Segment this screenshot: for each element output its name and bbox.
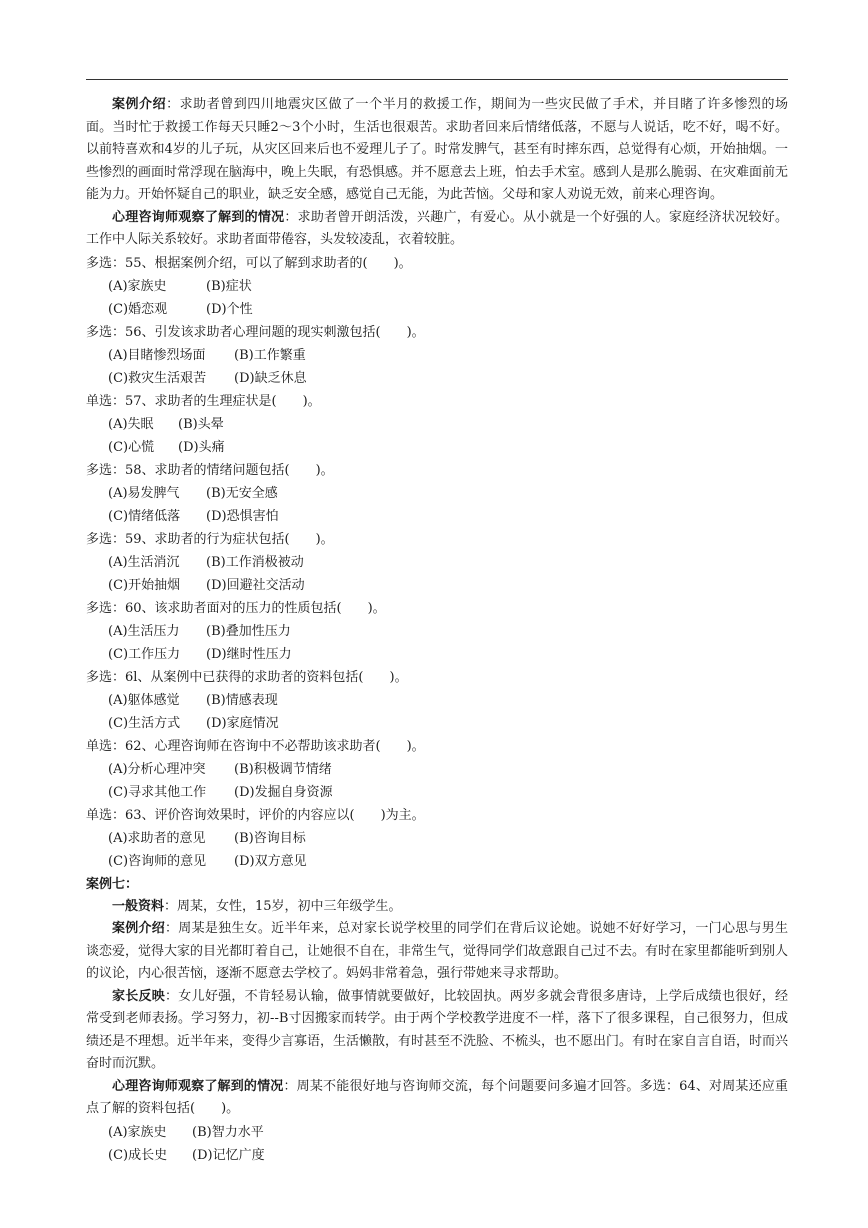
question-stem: 多选：55、根据案例介绍，可以了解到求助者的( )。 [86,255,412,271]
option-c: (C)情绪低落 [108,508,181,524]
option-row [86,551,788,574]
case7-observation-text: ：周某不能很好地与咨询师交流，每个问题要问多遍才回答。多选：64、对周某还应重点了解的资料包括( )。 [86,1078,788,1116]
option-row [86,505,788,528]
question-stem: 多选：6l、从案例中已获得的求助者的资料包括( )。 [86,669,408,685]
option-d: (D)缺乏休息 [234,370,307,386]
option-a: (A)家族史 [108,278,167,294]
option-d: (D)继时性压力 [206,646,292,662]
option-d: (D)发掘自身资源 [234,784,333,800]
case6-intro-label: 案例介绍 [112,97,167,112]
case7-observation-label: 心理咨询师观察了解到的情况 [112,1078,284,1094]
option-d: (D)头痛 [178,439,225,455]
option-c: (C)婚恋观 [108,301,168,317]
option-c: (C)工作压力 [108,646,181,662]
question-62 [86,735,788,804]
option-c: (C)寻求其他工作 [108,784,207,800]
option-d: (D)恐惧害怕 [206,508,279,524]
question-stem: 单选：62、心理咨询师在咨询中不必帮助该求助者( )。 [86,738,425,754]
case7-general-text: ：周某，女性，15岁，初中三年级学生。 [164,898,402,914]
case6-observation-text: ：求助者曾开朗活泼，兴趣广，有爱心。从小就是一个好强的人。家庭经济状况较好。工作中人际关系较好。求助者面带倦容，头发较凌乱，衣着较脏。 [86,209,788,247]
option-row [86,413,788,436]
option-row [86,1121,788,1144]
question-60 [86,597,788,666]
option-row [86,344,788,367]
case7-intro-text: ：周某是独生女。近半年来，总对家长说学校里的同学们在背后议论她。说她不好好学习，一门心思与男生谈恋爱，觉得大家的目光都盯着自己，让她很不自在，非常生气，觉得同学们故意跟自己过不去。有时在家里都能听到别人的议论，内心很苦恼，逐渐不愿意去学校了。妈妈非常着急，强行带她来寻求帮助。 [86,921,789,981]
question-63 [86,804,788,873]
question-56 [86,321,788,390]
option-row [86,781,788,804]
option-row [86,827,788,850]
option-row [86,712,788,735]
option-c: (C)成长史 [108,1147,168,1163]
option-b: (B)工作繁重 [234,347,306,363]
option-c: (C)心慌 [108,439,155,455]
option-b: (B)无安全感 [206,485,278,501]
option-a: (A)求助者的意见 [108,830,206,846]
case6-observation-label: 心理咨询师观察了解到的情况 [112,209,285,225]
question-55 [86,252,788,321]
option-c: (C)生活方式 [108,715,181,731]
case7-parent-label: 家长反映 [112,988,166,1004]
case7-intro-paragraph [86,918,788,986]
question-57 [86,390,788,459]
option-row [86,850,788,873]
question-stem: 单选：57、求助者的生理症状是( )。 [86,393,321,409]
option-b: (B)咨询目标 [234,830,306,846]
option-b: (B)积极调节情绪 [234,761,332,777]
option-c: (C)咨询师的意见 [108,853,207,869]
case7-observation-paragraph [86,1076,788,1121]
option-c: (C)开始抽烟 [108,577,181,593]
option-row [86,643,788,666]
question-stem: 单选：63、评价咨询效果时，评价的内容应以( )为主。 [86,807,425,823]
option-d: (D)记忆广度 [192,1147,265,1163]
option-row [86,367,788,390]
option-a: (A)失眠 [108,416,154,432]
case7-intro-label: 案例介绍 [112,921,166,936]
option-b: (B)智力水平 [192,1124,264,1140]
case7-title: 案例七： [86,876,139,892]
option-b: (B)头晕 [178,416,224,432]
question-58 [86,459,788,528]
option-a: (A)目睹惨烈场面 [108,347,206,363]
question-61 [86,666,788,735]
option-d: (D)双方意见 [234,853,307,869]
option-c: (C)救灾生活艰苦 [108,370,207,386]
case7-general-paragraph [86,896,788,919]
question-stem: 多选：59、求助者的行为症状包括( )。 [86,531,334,547]
option-a: (A)家族史 [108,1124,167,1140]
option-a: (A)躯体感觉 [108,692,180,708]
option-a: (A)分析心理冲突 [108,761,206,777]
option-a: (A)易发脾气 [108,485,180,501]
option-a: (A)生活消沉 [108,554,180,570]
option-d: (D)家庭情况 [206,715,279,731]
case7-parent-paragraph [86,986,788,1076]
document-body [86,94,788,1167]
option-d: (D)个性 [206,301,253,317]
question-59 [86,528,788,597]
option-row [86,298,788,321]
case6-intro-paragraph [86,94,788,207]
question-stem: 多选：60、该求助者面对的压力的性质包括( )。 [86,600,386,616]
option-row [86,482,788,505]
option-a: (A)生活压力 [108,623,180,639]
option-b: (B)叠加性压力 [206,623,291,639]
question-stem: 多选：58、求助者的情绪问题包括( )。 [86,462,334,478]
option-row [86,1144,788,1167]
option-b: (B)症状 [206,278,252,294]
option-row [86,620,788,643]
option-row [86,275,788,298]
option-row [86,574,788,597]
header-rule [86,79,788,80]
case6-intro-text: ：求助者曾到四川地震灾区做了一个半月的救援工作，期间为一些灾民做了手术，并目睹了许多惨烈的场面。当时忙于救援工作每天只睡2～3个小时，生活也很艰苦。求助者回来后情绪低落，不愿与人说话，吃不好，喝不好。以前特喜欢和4岁的儿子玩，从灾区回来后也不爱理儿子了。时常发脾气，甚至有时摔东西，总觉得有心烦，开始抽烟。一些惨烈的画面时常浮现在脑海中，晚上失眠，有恐惧感。并不愿意去上班，怕去手术室。感到人是那么脆弱、在灾难面前无能为力。开始怀疑自己的职业，缺乏安全感，感觉自己无能，为此苦恼。父母和家人劝说无效，前来心理咨询。 [86,97,789,202]
option-row [86,689,788,712]
option-b: (B)情感表现 [206,692,278,708]
option-row [86,436,788,459]
case7-parent-text: ：女儿好强，不肯轻易认输，做事情就要做好，比较固执。两岁多就会背很多唐诗，上学后成绩也很好，经常受到老师表扬。学习努力，初--B寸因搬家而转学。由于两个学校教学进度不一样，落下了很多课程，自己很努力，但成绩还是不理想。近半年来，变得少言寡语，生活懒散，有时甚至不洗脸、不梳头，也不愿出门。有时在家自言自语，时而兴奋时而沉默。 [86,988,789,1071]
option-b: (B)工作消极被动 [206,554,304,570]
case7-general-label: 一般资料 [112,898,165,914]
question-64-options [86,1121,788,1167]
question-stem: 多选：56、引发该求助者心理问题的现实刺激包括( )。 [86,324,425,340]
option-row [86,758,788,781]
option-d: (D)回避社交活动 [206,577,305,593]
case6-observation-paragraph [86,207,788,252]
